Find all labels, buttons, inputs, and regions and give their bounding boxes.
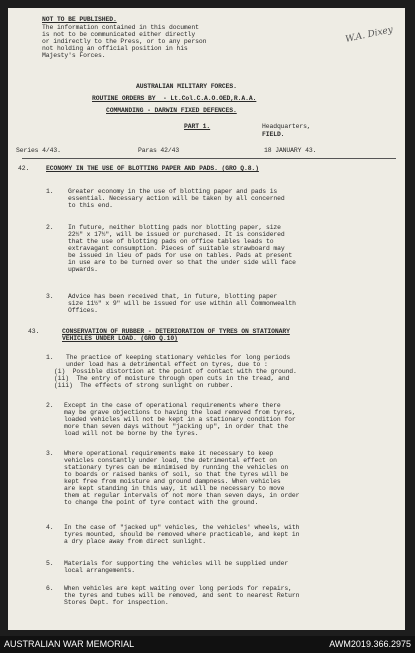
item-number: 1. bbox=[46, 354, 54, 361]
item-line: in use are to be turned over so that the under side will face bbox=[68, 259, 296, 266]
para-title: CONSERVATION OF RUBBER - DETERIORATION OF TYRES ON STATIONARY bbox=[62, 328, 290, 335]
notice-line: The information contained in this document bbox=[42, 24, 199, 31]
document-page bbox=[8, 8, 405, 630]
item-number: 2. bbox=[46, 224, 54, 231]
item-line: upwards. bbox=[68, 266, 98, 273]
item-number: 5. bbox=[46, 560, 54, 567]
item-line: to change the point of tyre contact with the ground. bbox=[64, 499, 259, 506]
para-number: 43. bbox=[28, 328, 40, 335]
item-number: 6. bbox=[46, 585, 54, 592]
archive-footer bbox=[0, 636, 415, 653]
series-label: Series 4/43. bbox=[16, 147, 61, 154]
item-line: local arrangements. bbox=[64, 567, 135, 574]
para-number: 42. bbox=[18, 165, 30, 172]
item-line: be issued in lieu of pads for use on tables. Pads at present bbox=[68, 252, 293, 259]
restriction-heading: NOT TO BE PUBLISHED. bbox=[42, 16, 117, 23]
item-line: extravagant consumption. Pieces of suitable strawboard may bbox=[68, 245, 285, 252]
routine-orders-line: ROUTINE ORDERS BY - Lt.Col.C.A.O.OED,R.A.A. bbox=[92, 95, 257, 102]
item-line: may be grave objections to having the load removed from tyres, bbox=[64, 409, 296, 416]
footer-institution: AUSTRALIAN WAR MEMORIAL bbox=[4, 639, 135, 649]
item-number: 3. bbox=[46, 450, 54, 457]
notice-line: or indirectly to the Press, or to any person bbox=[42, 38, 207, 45]
item-line: Advice has been received that, in future, blotting paper bbox=[68, 293, 278, 300]
item-line: Except in the case of operational requirements where there bbox=[64, 402, 281, 409]
item-line: more than seven days without "jacking up", in order that the bbox=[64, 423, 289, 430]
hq-label: Headquarters, bbox=[262, 123, 311, 130]
item-line: Stores Dept. for inspection. bbox=[64, 599, 169, 606]
notice-line: not holding an official position in his bbox=[42, 45, 188, 52]
item-number: 3. bbox=[46, 293, 54, 300]
item-line: to this end. bbox=[68, 202, 113, 209]
item-number: 2. bbox=[46, 402, 54, 409]
item-line: In the case of "jacked up" vehicles, the vehicles' wheels, with bbox=[64, 524, 300, 531]
item-line: load will not be borne by the tyres. bbox=[64, 430, 199, 437]
item-line: stationary tyres can be minimised by running the vehicles on bbox=[64, 464, 289, 471]
item-line: a dry place away from direct sunlight. bbox=[64, 538, 206, 545]
part-label: PART 1. bbox=[184, 123, 211, 130]
item-line: tyres mounted, should be removed where practicable, and kept in bbox=[64, 531, 300, 538]
para-title: VEHICLES UNDER LOAD. (GRO Q.10) bbox=[62, 335, 178, 342]
item-line: are kept standing in this way, it will be necessary to move bbox=[64, 485, 285, 492]
notice-line: is not to be communicated either directly bbox=[42, 31, 196, 38]
item-line: Greater economy in the use of blotting paper and pads is bbox=[68, 188, 278, 195]
item-line: size 11½" x 9" will be issued for use within all Commonwealth bbox=[68, 300, 296, 307]
item-line: to boards or raised banks of soil, so that the tyres will be bbox=[64, 471, 289, 478]
item-line: kept free from moisture and ground dampness. When vehicles bbox=[64, 478, 281, 485]
item-line: Where operational requirements make it necessary to keep bbox=[64, 450, 274, 457]
item-line: (i) Possible distortion at the point of contact with the ground. bbox=[54, 368, 297, 375]
item-line: The practice of keeping stationary vehicles for long periods bbox=[66, 354, 291, 361]
header-divider bbox=[22, 158, 396, 159]
item-line: loaded vehicles will not be kept in a stationary condition for bbox=[64, 416, 296, 423]
item-line: When vehicles are kept waiting over long periods for repairs, bbox=[64, 585, 292, 592]
command-line: COMMANDING - DARWIN FIXED DEFENCES. bbox=[106, 107, 237, 114]
item-line: Materials for supporting the vehicles will be supplied under bbox=[64, 560, 289, 567]
item-number: 1. bbox=[46, 188, 54, 195]
notice-line: Majesty's Forces. bbox=[42, 52, 106, 59]
paras-label: Paras 42/43 bbox=[138, 147, 180, 154]
item-line: Offices. bbox=[68, 307, 98, 314]
date-label: 18 JANUARY 43. bbox=[264, 147, 317, 154]
item-line: (ii) The entry of moisture through open cuts in the tread, and bbox=[54, 375, 290, 382]
place-label: FIELD. bbox=[262, 131, 285, 138]
item-line: In future, neither blotting pads nor blotting paper, size bbox=[68, 224, 281, 231]
para-title: ECONOMY IN THE USE OF BLOTTING PAPER AND PADS. (GRO Q.8.) bbox=[46, 165, 259, 172]
item-line: vehicles constantly under load, the detrimental effect on bbox=[64, 457, 277, 464]
item-line: under load has a detrimental effect on tyres, due to : bbox=[66, 361, 268, 368]
footer-accession-id: AWM2019.366.2975 bbox=[329, 639, 411, 649]
handwritten-signature: W.A. Dixey bbox=[344, 25, 394, 45]
item-line: 22½" x 17½", will be issued or purchased. It is considered bbox=[68, 231, 285, 238]
item-number: 4. bbox=[46, 524, 54, 531]
organisation-title: AUSTRALIAN MILITARY FORCES. bbox=[136, 83, 237, 90]
item-line: them at regular intervals of not more than seven days, in order bbox=[64, 492, 300, 499]
item-line: essential. Necessary action will be taken by all concerned bbox=[68, 195, 285, 202]
item-line: the tyres and tubes will be removed, and sent to nearest Return bbox=[64, 592, 300, 599]
item-line: (iii) The effects of strong sunlight on rubber. bbox=[54, 382, 234, 389]
item-line: that the use of blotting pads on office tables leads to bbox=[68, 238, 274, 245]
